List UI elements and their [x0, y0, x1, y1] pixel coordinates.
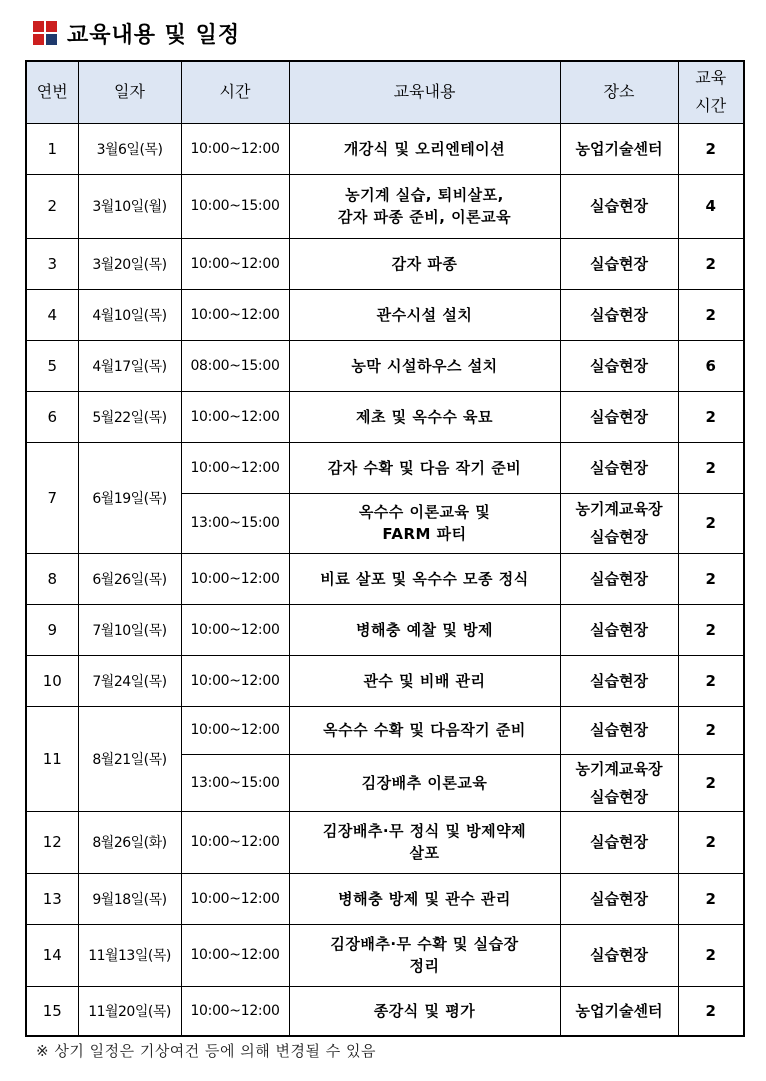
cell-content — [289, 493, 560, 553]
cell-date: 3월6일(목) — [78, 123, 181, 174]
place-line: 실습현장 — [590, 305, 648, 324]
cell-hours: 2 — [678, 754, 744, 811]
table-row — [26, 340, 744, 391]
cell-content — [289, 706, 560, 754]
cell-no: 11 — [26, 706, 78, 811]
cell-time: 10:00~12:00 — [181, 986, 289, 1036]
cell-hours: 4 — [678, 174, 744, 238]
cell-date: 6월26일(목) — [78, 553, 181, 604]
cell-no: 9 — [26, 604, 78, 655]
cell-date: 7월10일(목) — [78, 604, 181, 655]
cell-no: 12 — [26, 811, 78, 873]
schedule-change-note: ※ 상기 일정은 기상여건 등에 의해 변경될 수 있음 — [36, 1042, 377, 1060]
cell-place — [560, 873, 678, 924]
cell-content — [289, 442, 560, 493]
cell-date: 4월17일(목) — [78, 340, 181, 391]
cell-content — [289, 873, 560, 924]
cell-hours: 2 — [678, 442, 744, 493]
content-line: 살포 — [409, 844, 440, 862]
place-line: 실습현장 — [590, 620, 648, 639]
page-title: 교육내용 및 일정 — [67, 22, 241, 48]
header-date: 일자 — [78, 61, 181, 123]
cell-time: 10:00~12:00 — [181, 811, 289, 873]
cell-place — [560, 289, 678, 340]
place-line: 실습현장 — [590, 458, 648, 477]
cell-hours: 2 — [678, 811, 744, 873]
red-blue-square-icon — [33, 21, 57, 45]
cell-hours: 2 — [678, 391, 744, 442]
table-row — [26, 123, 744, 174]
cell-date: 9월18일(목) — [78, 873, 181, 924]
table-row — [26, 873, 744, 924]
cell-place — [560, 493, 678, 553]
cell-time: 10:00~12:00 — [181, 604, 289, 655]
cell-place — [560, 811, 678, 873]
content-line: 농기계 실습, 퇴비살포, — [345, 186, 504, 204]
cell-place — [560, 924, 678, 986]
cell-hours: 2 — [678, 873, 744, 924]
cell-place — [560, 391, 678, 442]
table-row — [26, 553, 744, 604]
content-line: 농막 시설하우스 설치 — [351, 356, 498, 375]
cell-content — [289, 655, 560, 706]
cell-hours: 2 — [678, 655, 744, 706]
cell-date: 7월24일(목) — [78, 655, 181, 706]
content-line: 정리 — [409, 957, 440, 975]
cell-place — [560, 604, 678, 655]
table-row — [26, 986, 744, 1036]
content-line: 병해충 예찰 및 방제 — [355, 620, 494, 639]
cell-time: 13:00~15:00 — [181, 493, 289, 553]
cell-time: 13:00~15:00 — [181, 754, 289, 811]
content-line: 감자 파종 준비, 이론교육 — [337, 208, 512, 226]
cell-no: 1 — [26, 123, 78, 174]
cell-place — [560, 986, 678, 1036]
place-line: 실습현장 — [590, 833, 648, 851]
cell-no: 2 — [26, 174, 78, 238]
cell-no: 3 — [26, 238, 78, 289]
header-no: 연번 — [26, 61, 78, 123]
place-line: 실습현장 — [590, 889, 648, 908]
cell-date: 5월22일(목) — [78, 391, 181, 442]
cell-content — [289, 553, 560, 604]
place-line: 실습현장 — [590, 721, 648, 739]
cell-no: 7 — [26, 442, 78, 553]
place-line: 실습현장 — [590, 528, 648, 546]
cell-time: 10:00~12:00 — [181, 442, 289, 493]
content-line: 감자 수확 및 다음 작기 준비 — [327, 458, 522, 477]
cell-place — [560, 123, 678, 174]
header-time: 시간 — [181, 61, 289, 123]
cell-no: 5 — [26, 340, 78, 391]
cell-content — [289, 811, 560, 873]
content-line: 김장배추·무 정식 및 방제약제 — [322, 822, 527, 840]
cell-time: 10:00~12:00 — [181, 873, 289, 924]
content-line: FARM 파티 — [382, 525, 467, 543]
cell-time: 10:00~12:00 — [181, 123, 289, 174]
cell-time: 10:00~12:00 — [181, 289, 289, 340]
table-row — [26, 811, 744, 873]
cell-no: 13 — [26, 873, 78, 924]
place-line: 농기계교육장 — [575, 500, 663, 518]
content-line: 비료 살포 및 옥수수 모종 정식 — [320, 569, 529, 588]
cell-content — [289, 289, 560, 340]
cell-time: 10:00~15:00 — [181, 174, 289, 238]
cell-content — [289, 604, 560, 655]
cell-time: 10:00~12:00 — [181, 238, 289, 289]
cell-place — [560, 754, 678, 811]
cell-content — [289, 238, 560, 289]
place-line: 농기계교육장 — [575, 759, 663, 778]
cell-hours: 2 — [678, 986, 744, 1036]
content-line: 옥수수 수확 및 다음작기 준비 — [323, 721, 526, 739]
cell-time: 08:00~15:00 — [181, 340, 289, 391]
cell-place — [560, 238, 678, 289]
cell-no: 6 — [26, 391, 78, 442]
cell-content — [289, 986, 560, 1036]
cell-time: 10:00~12:00 — [181, 655, 289, 706]
content-line: 감자 파종 — [391, 254, 458, 273]
content-line: 김장배추 이론교육 — [361, 773, 488, 792]
content-line: 개강식 및 오리엔테이션 — [343, 139, 506, 158]
place-line: 실습현장 — [590, 946, 648, 964]
table-row — [26, 924, 744, 986]
cell-hours: 2 — [678, 706, 744, 754]
cell-date: 3월20일(목) — [78, 238, 181, 289]
cell-no: 8 — [26, 553, 78, 604]
cell-place — [560, 442, 678, 493]
cell-content — [289, 754, 560, 811]
cell-no: 10 — [26, 655, 78, 706]
place-line: 농업기술센터 — [575, 1001, 663, 1020]
header-place: 장소 — [560, 61, 678, 123]
place-line: 실습현장 — [590, 671, 648, 690]
content-line: 관수 및 비배 관리 — [363, 671, 486, 690]
cell-hours: 2 — [678, 289, 744, 340]
cell-content — [289, 174, 560, 238]
cell-date: 3월10일(월) — [78, 174, 181, 238]
cell-date: 4월10일(목) — [78, 289, 181, 340]
place-line: 실습현장 — [590, 356, 648, 375]
content-line: 김장배추·무 수확 및 실습장 — [330, 935, 519, 953]
content-line: 옥수수 이론교육 및 — [358, 503, 491, 521]
cell-hours: 2 — [678, 238, 744, 289]
cell-hours: 2 — [678, 123, 744, 174]
place-line: 실습현장 — [590, 569, 648, 588]
cell-place — [560, 655, 678, 706]
cell-content — [289, 924, 560, 986]
cell-content — [289, 391, 560, 442]
table-header-row — [26, 61, 744, 123]
table-row — [26, 391, 744, 442]
header-hours-line2: 시간 — [695, 96, 727, 116]
content-line: 병해충 방제 및 관수 관리 — [338, 889, 511, 908]
cell-date: 8월26일(화) — [78, 811, 181, 873]
cell-date: 11월13일(목) — [78, 924, 181, 986]
place-line: 실습현장 — [590, 787, 648, 806]
table-row — [26, 604, 744, 655]
table-row — [26, 289, 744, 340]
content-line: 제초 및 옥수수 육묘 — [355, 407, 494, 426]
cell-hours: 2 — [678, 604, 744, 655]
section-header — [33, 18, 240, 48]
place-line: 실습현장 — [590, 407, 648, 426]
content-line: 종강식 및 평가 — [373, 1001, 476, 1020]
cell-hours: 2 — [678, 924, 744, 986]
cell-content — [289, 123, 560, 174]
place-line: 실습현장 — [590, 197, 648, 215]
place-line: 농업기술센터 — [575, 139, 663, 158]
content-line: 관수시설 설치 — [376, 305, 473, 324]
cell-place — [560, 706, 678, 754]
schedule-table — [25, 60, 745, 1037]
cell-place — [560, 174, 678, 238]
cell-time: 10:00~12:00 — [181, 553, 289, 604]
cell-content — [289, 340, 560, 391]
header-hours-line1: 교육 — [695, 68, 727, 88]
table-row — [26, 442, 744, 493]
cell-no: 14 — [26, 924, 78, 986]
cell-no: 15 — [26, 986, 78, 1036]
cell-date: 6월19일(목) — [78, 442, 181, 553]
cell-time: 10:00~12:00 — [181, 706, 289, 754]
cell-date: 8월21일(목) — [78, 706, 181, 811]
cell-hours: 2 — [678, 493, 744, 553]
cell-no: 4 — [26, 289, 78, 340]
header-hours — [678, 61, 744, 123]
place-line: 실습현장 — [590, 254, 648, 273]
cell-time: 10:00~12:00 — [181, 391, 289, 442]
cell-hours: 2 — [678, 553, 744, 604]
cell-hours: 6 — [678, 340, 744, 391]
table-row — [26, 706, 744, 754]
table-row — [26, 174, 744, 238]
table-row — [26, 655, 744, 706]
table-row — [26, 238, 744, 289]
cell-time: 10:00~12:00 — [181, 924, 289, 986]
cell-date: 11월20일(목) — [78, 986, 181, 1036]
header-content: 교육내용 — [289, 61, 560, 123]
cell-place — [560, 340, 678, 391]
cell-place — [560, 553, 678, 604]
